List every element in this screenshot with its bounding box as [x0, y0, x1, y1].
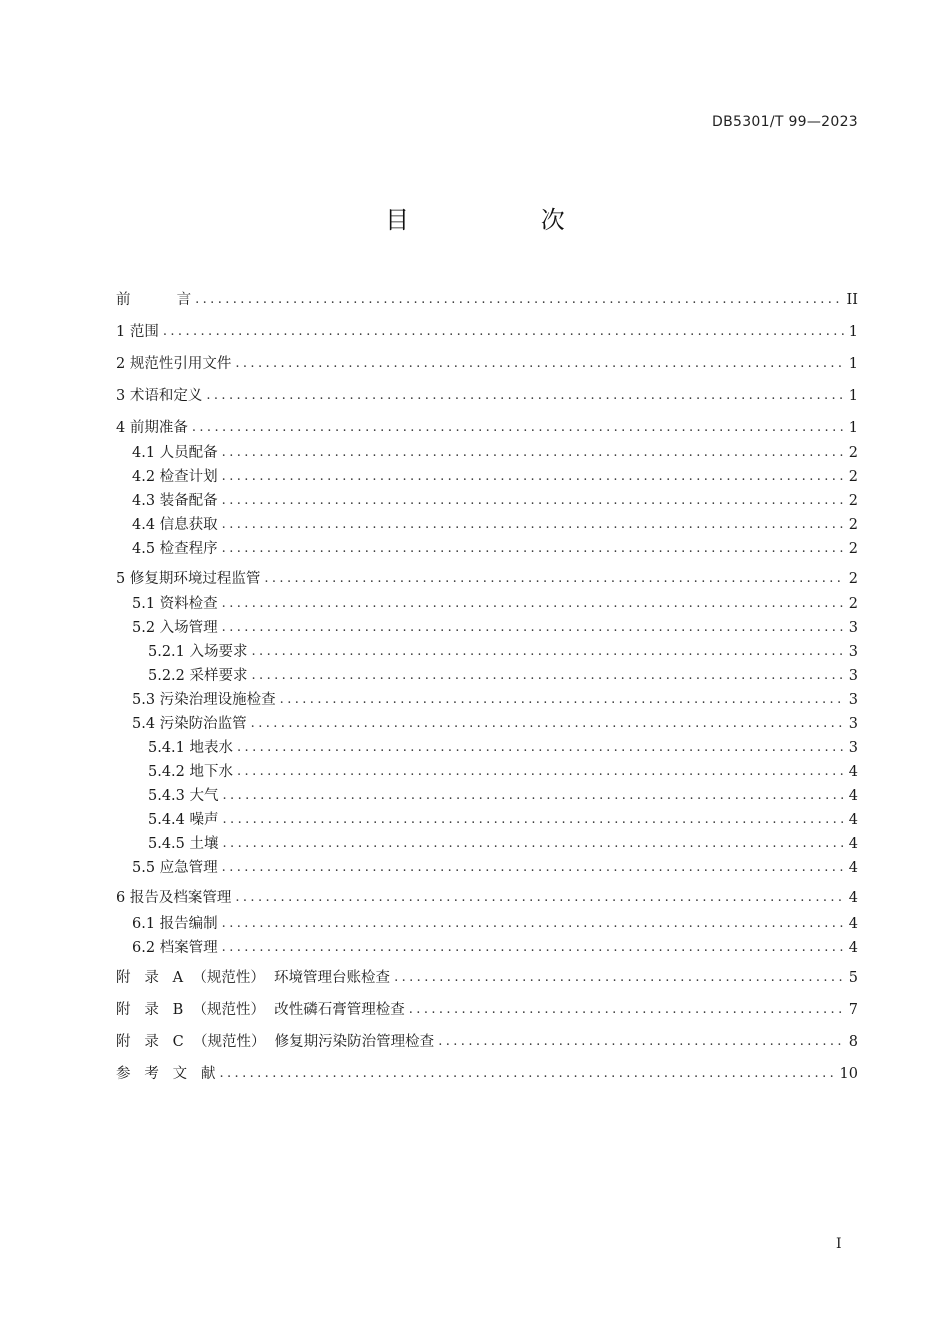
toc-entry-label: 5.5 应急管理	[132, 860, 218, 876]
toc-entry-label: 3 术语和定义	[116, 388, 203, 404]
toc-entry-label: 5.2 入场管理	[132, 620, 218, 636]
dot-leader	[264, 569, 844, 589]
toc-entry-page: 4	[848, 890, 858, 906]
toc-entry-page: 4	[848, 764, 858, 780]
toc-entry-label: 4.3 装备配备	[132, 493, 218, 509]
toc-entry-page: 1	[848, 388, 858, 404]
toc-entry-label: 前 言	[116, 292, 192, 308]
toc-entry-page: 10	[839, 1066, 858, 1082]
page-number: I	[836, 1236, 842, 1252]
toc-entry-page: 2	[848, 493, 858, 509]
toc-entry[interactable]	[132, 537, 858, 559]
dot-leader	[222, 467, 845, 487]
toc-entry-label: 4.5 检查程序	[132, 541, 218, 557]
dot-leader	[280, 690, 845, 710]
page-title: 目 次	[385, 206, 627, 234]
toc-entry-label: 6 报告及档案管理	[116, 890, 232, 906]
dot-leader	[222, 443, 845, 463]
dot-leader	[252, 642, 845, 662]
toc-entry-page: 2	[848, 517, 858, 533]
toc-entry[interactable]	[116, 416, 858, 438]
toc-entry[interactable]	[132, 513, 858, 535]
dot-leader	[237, 762, 845, 782]
toc-entry[interactable]	[148, 640, 858, 662]
toc-entry[interactable]	[116, 886, 858, 908]
dot-leader	[192, 418, 845, 438]
dot-leader	[222, 491, 845, 511]
toc-entry-page: 3	[848, 740, 858, 756]
toc-entry[interactable]	[148, 736, 858, 758]
toc-entry[interactable]	[116, 320, 858, 342]
toc-entry-page: 3	[848, 668, 858, 684]
toc-entry[interactable]	[148, 808, 858, 830]
toc-entry-page: 2	[848, 541, 858, 557]
toc-entry-page: 2	[848, 596, 858, 612]
toc-entry-label: 5.4.5 土壤	[148, 836, 219, 852]
dot-leader	[237, 738, 845, 758]
toc-entry-label: 参 考 文 献	[116, 1066, 216, 1082]
dot-leader	[222, 515, 845, 535]
dot-leader	[222, 539, 845, 559]
toc-entry-page: 1	[848, 420, 858, 436]
toc-entry-page: 1	[848, 356, 858, 372]
toc-entry-label: 5.3 污染治理设施检查	[132, 692, 276, 708]
toc-entry-label: 5.4.1 地表水	[148, 740, 234, 756]
toc-entry-label: 6.1 报告编制	[132, 916, 218, 932]
toc-entry-label: 5.4 污染防治监管	[132, 716, 247, 732]
toc-entry[interactable]	[132, 616, 858, 638]
toc-entry-label: 4 前期准备	[116, 420, 188, 436]
dot-leader	[222, 858, 845, 878]
toc-entry[interactable]	[116, 567, 858, 589]
dot-leader	[163, 322, 845, 342]
toc-entry[interactable]	[132, 688, 858, 710]
toc-entry[interactable]	[132, 712, 858, 734]
toc-entry-label: 5.2.1 入场要求	[148, 644, 248, 660]
toc-entry[interactable]	[148, 832, 858, 854]
dot-leader	[195, 290, 842, 310]
toc-entry-references[interactable]	[116, 1062, 858, 1084]
dot-leader	[438, 1032, 845, 1052]
toc-entry[interactable]	[132, 441, 858, 463]
toc-entry-label: 4.4 信息获取	[132, 517, 218, 533]
dot-leader	[222, 618, 845, 638]
toc-entry-page: 2	[848, 469, 858, 485]
toc-entry-label: 附 录 B （规范性） 改性磷石膏管理检查	[116, 1002, 405, 1018]
toc-entry-page: 4	[848, 836, 858, 852]
toc-entry[interactable]	[132, 592, 858, 614]
toc-entry-page: 4	[848, 940, 858, 956]
toc-entry-foreword[interactable]	[116, 288, 858, 310]
toc-entry-label: 5 修复期环境过程监管	[116, 571, 261, 587]
toc-entry[interactable]	[148, 760, 858, 782]
toc-entry-page: 4	[848, 788, 858, 804]
toc-entry-page: 3	[848, 692, 858, 708]
toc-entry-page: 4	[848, 916, 858, 932]
toc-entry[interactable]	[148, 664, 858, 686]
dot-leader	[252, 666, 845, 686]
toc-entry-label: 5.1 资料检查	[132, 596, 218, 612]
toc-entry[interactable]	[116, 352, 858, 374]
document-code: DB5301/T 99—2023	[712, 114, 858, 130]
toc-entry-page: 1	[848, 324, 858, 340]
toc-entry-page: 4	[848, 860, 858, 876]
toc-entry[interactable]	[132, 465, 858, 487]
toc-entry-page: 2	[848, 445, 858, 461]
toc-entry-page: 5	[848, 970, 858, 986]
dot-leader	[223, 810, 845, 830]
dot-leader	[222, 594, 845, 614]
dot-leader	[409, 1000, 845, 1020]
dot-leader	[222, 938, 845, 958]
toc-entry-appendix-a[interactable]	[116, 966, 858, 988]
toc-entry-label: 附 录 A （规范性） 环境管理台账检查	[116, 970, 391, 986]
toc-entry-label: 2 规范性引用文件	[116, 356, 232, 372]
toc-entry-page: 4	[848, 812, 858, 828]
dot-leader	[222, 914, 845, 934]
toc-entry-page: 2	[848, 571, 858, 587]
toc-entry-page: 8	[848, 1034, 858, 1050]
toc-entry[interactable]	[132, 936, 858, 958]
toc-entry[interactable]	[148, 784, 858, 806]
toc-entry-label: 5.4.4 噪声	[148, 812, 219, 828]
toc-entry[interactable]	[132, 856, 858, 878]
dot-leader	[394, 968, 845, 988]
toc-entry[interactable]	[132, 489, 858, 511]
toc-entry-label: 附 录 C （规范性） 修复期污染防治管理检查	[116, 1034, 435, 1050]
toc-entry-label: 5.4.3 大气	[148, 788, 219, 804]
toc-entry-appendix-b[interactable]	[116, 998, 858, 1020]
toc-entry-label: 5.4.2 地下水	[148, 764, 234, 780]
dot-leader	[206, 386, 844, 406]
toc-entry-label: 6.2 档案管理	[132, 940, 218, 956]
toc-entry[interactable]	[132, 912, 858, 934]
toc-entry-page: 7	[848, 1002, 858, 1018]
dot-leader	[251, 714, 845, 734]
toc-entry-page: 3	[848, 644, 858, 660]
toc-entry-page: II	[846, 292, 858, 308]
toc-entry-label: 5.2.2 采样要求	[148, 668, 248, 684]
toc-entry-label: 1 范围	[116, 324, 159, 340]
dot-leader	[235, 888, 844, 908]
toc-entry-label: 4.2 检查计划	[132, 469, 218, 485]
toc-entry-label: 4.1 人员配备	[132, 445, 218, 461]
dot-leader	[219, 1064, 835, 1084]
dot-leader	[223, 834, 845, 854]
toc-entry-page: 3	[848, 620, 858, 636]
toc-entry-page: 3	[848, 716, 858, 732]
toc-entry[interactable]	[116, 384, 858, 406]
toc-entry-appendix-c[interactable]	[116, 1030, 858, 1052]
dot-leader	[235, 354, 844, 374]
dot-leader	[223, 786, 845, 806]
